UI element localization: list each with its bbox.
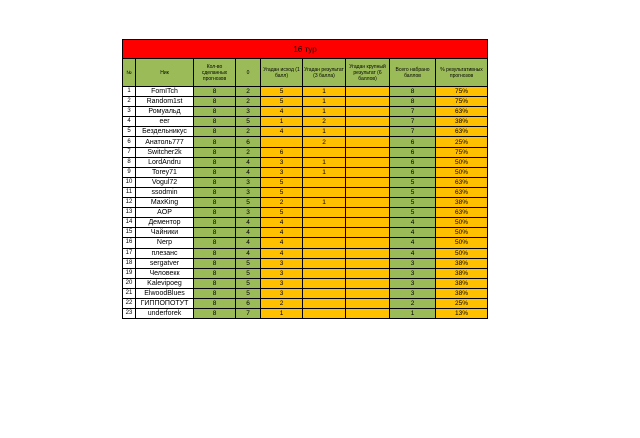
cell-result: 1 — [303, 87, 346, 97]
cell-zero: 4 — [236, 218, 261, 228]
cell-number: 8 — [123, 157, 136, 167]
cell-outcome: 5 — [261, 97, 303, 107]
cell-outcome: 5 — [261, 187, 303, 197]
cell-total: 3 — [390, 268, 436, 278]
cell-nick: Бездельникус — [136, 127, 194, 137]
cell-nick: FomITch — [136, 87, 194, 97]
cell-outcome: 5 — [261, 87, 303, 97]
cell-zero: 2 — [236, 147, 261, 157]
cell-percent: 13% — [436, 309, 488, 319]
table-row — [123, 117, 488, 127]
cell-big-result — [346, 167, 390, 177]
cell-big-result — [346, 268, 390, 278]
cell-total: 8 — [390, 97, 436, 107]
cell-nick: Nerp — [136, 238, 194, 248]
table-row — [123, 198, 488, 208]
cell-percent: 25% — [436, 298, 488, 308]
cell-zero: 2 — [236, 87, 261, 97]
cell-total: 6 — [390, 137, 436, 147]
cell-percent: 75% — [436, 87, 488, 97]
header-percent: % результативных прогнозов — [436, 59, 488, 87]
cell-result — [303, 309, 346, 319]
cell-total: 2 — [390, 298, 436, 308]
cell-number: 16 — [123, 238, 136, 248]
cell-number: 21 — [123, 288, 136, 298]
cell-total: 7 — [390, 107, 436, 117]
cell-outcome: 4 — [261, 127, 303, 137]
results-sheet — [122, 39, 487, 319]
cell-predictions: 8 — [194, 117, 236, 127]
header-total: Всего набрано баллов — [390, 59, 436, 87]
table-row — [123, 127, 488, 137]
cell-result — [303, 228, 346, 238]
cell-total: 6 — [390, 147, 436, 157]
cell-zero: 4 — [236, 238, 261, 248]
cell-total: 5 — [390, 198, 436, 208]
cell-percent: 38% — [436, 288, 488, 298]
cell-result — [303, 288, 346, 298]
cell-result — [303, 258, 346, 268]
cell-total: 3 — [390, 278, 436, 288]
cell-zero: 2 — [236, 97, 261, 107]
cell-number: 11 — [123, 187, 136, 197]
cell-nick: Torey71 — [136, 167, 194, 177]
cell-result: 1 — [303, 107, 346, 117]
cell-zero: 5 — [236, 278, 261, 288]
round-title: 16 тур — [123, 40, 488, 59]
cell-zero: 3 — [236, 107, 261, 117]
cell-outcome: 3 — [261, 268, 303, 278]
cell-total: 1 — [390, 309, 436, 319]
cell-result — [303, 187, 346, 197]
cell-zero: 6 — [236, 137, 261, 147]
cell-predictions: 8 — [194, 208, 236, 218]
table-row — [123, 147, 488, 157]
table-row — [123, 238, 488, 248]
cell-big-result — [346, 248, 390, 258]
cell-predictions: 8 — [194, 218, 236, 228]
cell-outcome: 1 — [261, 309, 303, 319]
cell-nick: LordAndru — [136, 157, 194, 167]
header-zero: 0 — [236, 59, 261, 87]
table-row — [123, 248, 488, 258]
table-row — [123, 268, 488, 278]
cell-percent: 63% — [436, 208, 488, 218]
cell-result — [303, 248, 346, 258]
results-table — [122, 39, 488, 319]
cell-big-result — [346, 278, 390, 288]
cell-number: 4 — [123, 117, 136, 127]
cell-number: 19 — [123, 268, 136, 278]
cell-nick: Дементор — [136, 218, 194, 228]
cell-result: 2 — [303, 117, 346, 127]
cell-result — [303, 298, 346, 308]
cell-result — [303, 268, 346, 278]
cell-nick: ГИППОПОТУТ — [136, 298, 194, 308]
table-row — [123, 167, 488, 177]
cell-result: 1 — [303, 198, 346, 208]
cell-percent: 63% — [436, 107, 488, 117]
cell-total: 3 — [390, 288, 436, 298]
table-row — [123, 309, 488, 319]
cell-big-result — [346, 117, 390, 127]
cell-outcome: 4 — [261, 228, 303, 238]
cell-number: 22 — [123, 298, 136, 308]
cell-total: 4 — [390, 218, 436, 228]
cell-total: 5 — [390, 177, 436, 187]
cell-zero: 5 — [236, 117, 261, 127]
cell-outcome: 3 — [261, 157, 303, 167]
cell-number: 3 — [123, 107, 136, 117]
cell-predictions: 8 — [194, 167, 236, 177]
cell-outcome: 6 — [261, 147, 303, 157]
cell-big-result — [346, 87, 390, 97]
cell-percent: 75% — [436, 97, 488, 107]
cell-number: 2 — [123, 97, 136, 107]
cell-total: 5 — [390, 208, 436, 218]
table-row — [123, 87, 488, 97]
cell-percent: 38% — [436, 278, 488, 288]
cell-number: 12 — [123, 198, 136, 208]
cell-number: 9 — [123, 167, 136, 177]
cell-zero: 5 — [236, 268, 261, 278]
cell-number: 20 — [123, 278, 136, 288]
cell-zero: 4 — [236, 248, 261, 258]
cell-outcome: 2 — [261, 298, 303, 308]
header-big-result: Угадан крупный результат (6 баллов) — [346, 59, 390, 87]
cell-nick: MaxKing — [136, 198, 194, 208]
cell-predictions: 8 — [194, 177, 236, 187]
cell-nick: Анатоль777 — [136, 137, 194, 147]
cell-result — [303, 177, 346, 187]
cell-nick: Kalevipoeg — [136, 278, 194, 288]
cell-result: 1 — [303, 167, 346, 177]
cell-zero: 7 — [236, 309, 261, 319]
cell-predictions: 8 — [194, 258, 236, 268]
table-row — [123, 218, 488, 228]
cell-big-result — [346, 208, 390, 218]
cell-total: 7 — [390, 117, 436, 127]
cell-number: 14 — [123, 218, 136, 228]
cell-number: 5 — [123, 127, 136, 137]
cell-number: 13 — [123, 208, 136, 218]
cell-outcome: 1 — [261, 117, 303, 127]
cell-predictions: 8 — [194, 268, 236, 278]
cell-zero: 2 — [236, 127, 261, 137]
cell-big-result — [346, 127, 390, 137]
table-body — [123, 87, 488, 319]
cell-big-result — [346, 298, 390, 308]
header-row — [123, 59, 488, 87]
cell-nick: eer — [136, 117, 194, 127]
header-outcome: Угадан исход (1 балл) — [261, 59, 303, 87]
cell-zero: 5 — [236, 198, 261, 208]
cell-number: 1 — [123, 87, 136, 97]
cell-outcome: 5 — [261, 208, 303, 218]
cell-big-result — [346, 198, 390, 208]
cell-outcome: 3 — [261, 278, 303, 288]
cell-outcome: 4 — [261, 218, 303, 228]
cell-percent: 75% — [436, 147, 488, 157]
cell-percent: 50% — [436, 228, 488, 238]
title-row — [123, 40, 488, 59]
cell-big-result — [346, 309, 390, 319]
cell-big-result — [346, 288, 390, 298]
cell-zero: 4 — [236, 228, 261, 238]
cell-number: 17 — [123, 248, 136, 258]
cell-total: 7 — [390, 127, 436, 137]
cell-result: 1 — [303, 97, 346, 107]
table-row — [123, 137, 488, 147]
cell-percent: 25% — [436, 137, 488, 147]
cell-outcome: 3 — [261, 258, 303, 268]
cell-percent: 50% — [436, 157, 488, 167]
cell-total: 5 — [390, 187, 436, 197]
cell-predictions: 8 — [194, 238, 236, 248]
cell-nick: underforek — [136, 309, 194, 319]
cell-result — [303, 218, 346, 228]
cell-nick: sergatver — [136, 258, 194, 268]
cell-big-result — [346, 107, 390, 117]
cell-outcome: 3 — [261, 167, 303, 177]
cell-nick: Switcher2k — [136, 147, 194, 157]
cell-number: 23 — [123, 309, 136, 319]
cell-big-result — [346, 177, 390, 187]
cell-nick: Vogul72 — [136, 177, 194, 187]
cell-nick: AOP — [136, 208, 194, 218]
cell-predictions: 8 — [194, 248, 236, 258]
cell-predictions: 8 — [194, 309, 236, 319]
header-nick: Ник — [136, 59, 194, 87]
cell-outcome: 4 — [261, 107, 303, 117]
cell-zero: 3 — [236, 177, 261, 187]
cell-predictions: 8 — [194, 288, 236, 298]
cell-nick: Чайники — [136, 228, 194, 238]
cell-nick: плезанс — [136, 248, 194, 258]
cell-total: 6 — [390, 167, 436, 177]
table-row — [123, 177, 488, 187]
table-row — [123, 228, 488, 238]
cell-result — [303, 208, 346, 218]
table-row — [123, 288, 488, 298]
cell-predictions: 8 — [194, 127, 236, 137]
cell-zero: 5 — [236, 258, 261, 268]
cell-number: 6 — [123, 137, 136, 147]
cell-percent: 50% — [436, 218, 488, 228]
cell-nick: ssodmin — [136, 187, 194, 197]
cell-big-result — [346, 137, 390, 147]
cell-zero: 6 — [236, 298, 261, 308]
cell-total: 6 — [390, 157, 436, 167]
cell-big-result — [346, 97, 390, 107]
cell-outcome: 4 — [261, 248, 303, 258]
cell-big-result — [346, 228, 390, 238]
cell-percent: 38% — [436, 117, 488, 127]
cell-total: 4 — [390, 228, 436, 238]
cell-nick: Random1st — [136, 97, 194, 107]
cell-big-result — [346, 238, 390, 248]
cell-zero: 5 — [236, 288, 261, 298]
cell-zero: 3 — [236, 208, 261, 218]
cell-nick: Человекк — [136, 268, 194, 278]
cell-nick: Ромуальд — [136, 107, 194, 117]
cell-percent: 38% — [436, 258, 488, 268]
table-row — [123, 187, 488, 197]
cell-result: 1 — [303, 127, 346, 137]
cell-percent: 38% — [436, 268, 488, 278]
cell-outcome — [261, 137, 303, 147]
cell-nick: ElwoodBlues — [136, 288, 194, 298]
cell-big-result — [346, 258, 390, 268]
cell-percent: 38% — [436, 198, 488, 208]
table-row — [123, 97, 488, 107]
header-result: Угадан результат (3 балла) — [303, 59, 346, 87]
cell-percent: 63% — [436, 187, 488, 197]
cell-total: 8 — [390, 87, 436, 97]
cell-predictions: 8 — [194, 198, 236, 208]
cell-total: 4 — [390, 238, 436, 248]
table-row — [123, 107, 488, 117]
table-row — [123, 157, 488, 167]
cell-predictions: 8 — [194, 87, 236, 97]
cell-number: 10 — [123, 177, 136, 187]
cell-big-result — [346, 187, 390, 197]
cell-percent: 50% — [436, 167, 488, 177]
cell-number: 18 — [123, 258, 136, 268]
cell-predictions: 8 — [194, 187, 236, 197]
header-predictions: Кол-во сделанных прогнозов — [194, 59, 236, 87]
cell-predictions: 8 — [194, 228, 236, 238]
cell-result — [303, 278, 346, 288]
table-row — [123, 208, 488, 218]
cell-outcome: 3 — [261, 288, 303, 298]
cell-big-result — [346, 147, 390, 157]
cell-result — [303, 147, 346, 157]
cell-outcome: 5 — [261, 177, 303, 187]
cell-zero: 4 — [236, 157, 261, 167]
cell-result — [303, 238, 346, 248]
cell-percent: 63% — [436, 127, 488, 137]
cell-total: 3 — [390, 258, 436, 268]
table-row — [123, 258, 488, 268]
cell-predictions: 8 — [194, 137, 236, 147]
cell-big-result — [346, 218, 390, 228]
cell-outcome: 4 — [261, 238, 303, 248]
cell-percent: 50% — [436, 238, 488, 248]
cell-outcome: 2 — [261, 198, 303, 208]
cell-zero: 4 — [236, 167, 261, 177]
cell-predictions: 8 — [194, 97, 236, 107]
header-number: № — [123, 59, 136, 87]
cell-predictions: 8 — [194, 298, 236, 308]
cell-percent: 50% — [436, 248, 488, 258]
cell-predictions: 8 — [194, 278, 236, 288]
cell-zero: 3 — [236, 187, 261, 197]
cell-predictions: 8 — [194, 147, 236, 157]
cell-result: 1 — [303, 157, 346, 167]
cell-number: 15 — [123, 228, 136, 238]
cell-big-result — [346, 157, 390, 167]
cell-percent: 63% — [436, 177, 488, 187]
cell-total: 4 — [390, 248, 436, 258]
cell-number: 7 — [123, 147, 136, 157]
cell-result: 2 — [303, 137, 346, 147]
table-row — [123, 298, 488, 308]
table-row — [123, 278, 488, 288]
cell-predictions: 8 — [194, 107, 236, 117]
cell-predictions: 8 — [194, 157, 236, 167]
